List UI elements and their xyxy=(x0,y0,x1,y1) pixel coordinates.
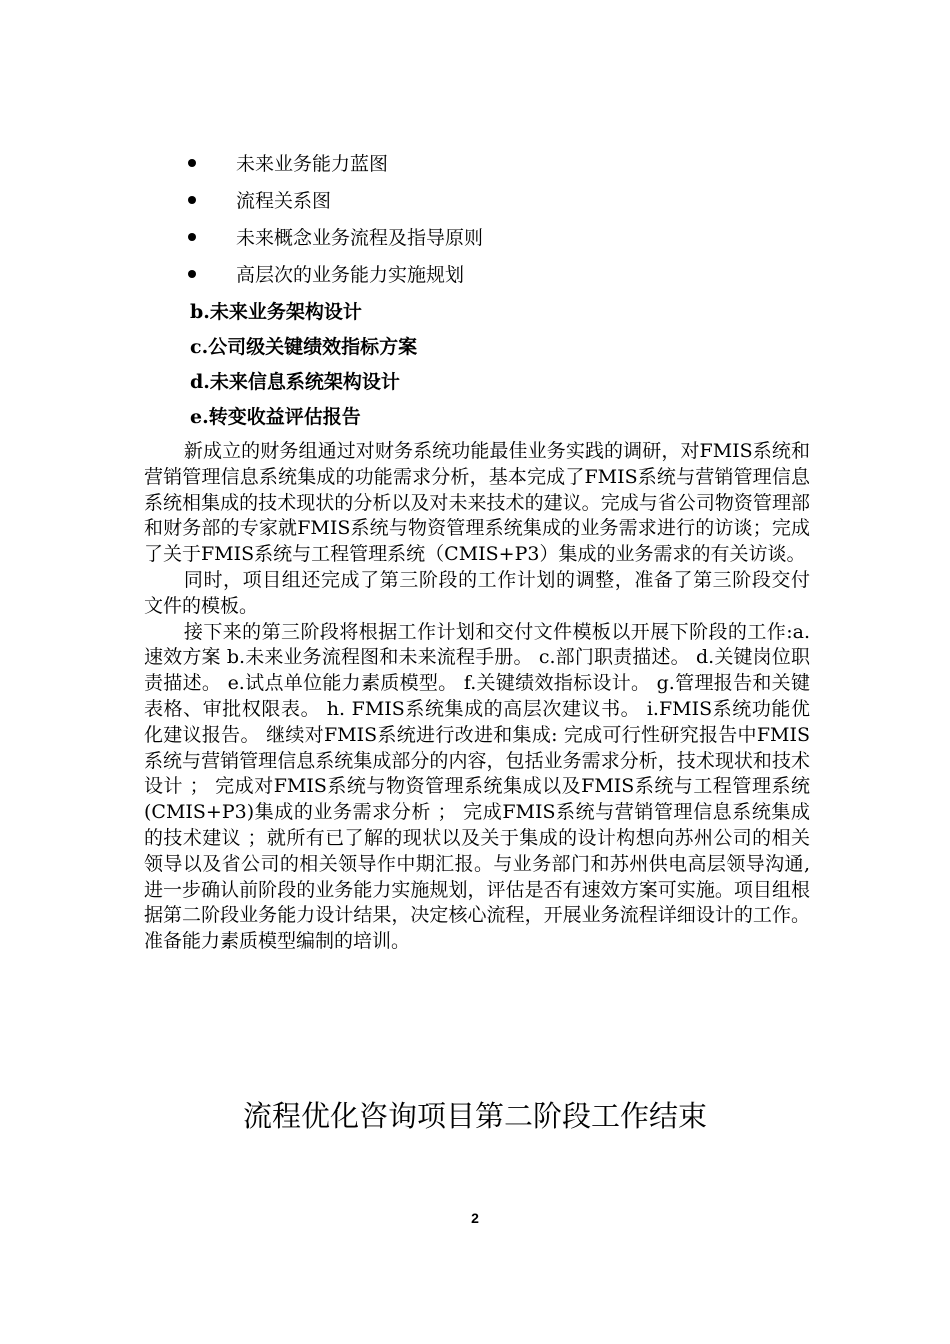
page-number: 2 xyxy=(471,1210,479,1226)
paragraph: 同时，项目组还完成了第三阶段的工作计划的调整，准备了第三阶段交付文件的模板。 xyxy=(144,568,810,617)
bullet-text: 未来业务能力蓝图 xyxy=(236,153,389,175)
bullet-dot-icon xyxy=(188,196,196,204)
paragraph: 接下来的第三阶段将根据工作计划和交付文件模板以开展下阶段的工作:a.速效方案 b.未来业务流程图和未来流程手册。 c.部门职责描述。 d.关键岗位职责描述。 e.试点单位能力素质模型。 f.关键绩效指标设计。 g.管理报告和关键表格、审批权限表。 h. FMIS系统集成的高层次建议书。 i.FMIS系统功能优化建议报告。 继续对FMIS系统进行改进和集成: 完成可行性研究报告中FMIS系统与营销管理信息系统集成部分的内容，包括业务需求分析，技术现状和技术设计 ； 完成对FMIS系统与物资管理系统集成以及FMIS系统与工程管理系统(CMIS+P3)集成的业务需求分析 ； 完成FMIS系统与营销管理信息系统集成的技术建议 ；就所有已了解的现状以及关于集成的设计构想向苏州公司的相关领导以及省公司的相关领导作中期汇报。与业务部门和苏州供电高层领导沟通,进一步确认前阶段的业务能力实施规划，评估是否有速效方案可实施。项目组根据第二阶段业务能力设计结果，决定核心流程，开展业务流程详细设计的工作。准备能力素质模型编制的培训。 xyxy=(144,620,810,953)
bullet-text: 高层次的业务能力实施规划 xyxy=(236,264,465,286)
bullet-text: 流程关系图 xyxy=(236,190,332,212)
bullet-dot-icon xyxy=(188,159,196,167)
paragraph: 新成立的财务组通过对财务系统功能最佳业务实践的调研，对FMIS系统和营销管理信息系统集成的功能需求分析，基本完成了FMIS系统与营销管理信息系统相集成的技术现状的分析以及对未来技术的建议。完成与省公司物资管理部和财务部的专家就FMIS系统与物资管理系统集成的业务需求进行的访谈；完成了关于FMIS系统与工程管理系统（CMIS+P3）集成的业务需求的有关访谈。 xyxy=(144,440,810,566)
section-heading-c: c.公司级关键绩效指标方案 xyxy=(190,336,418,358)
section-heading-b: b.未来业务架构设计 xyxy=(190,301,362,323)
bullet-dot-icon xyxy=(188,233,196,241)
section-heading-e: e.转变收益评估报告 xyxy=(190,406,361,428)
bullet-dot-icon xyxy=(188,270,196,278)
body-text xyxy=(144,439,810,955)
section-heading-d: d.未来信息系统架构设计 xyxy=(190,371,400,393)
bullet-text: 未来概念业务流程及指导原则 xyxy=(236,227,484,249)
end-title: 流程优化咨询项目第二阶段工作结束 xyxy=(242,1099,707,1133)
